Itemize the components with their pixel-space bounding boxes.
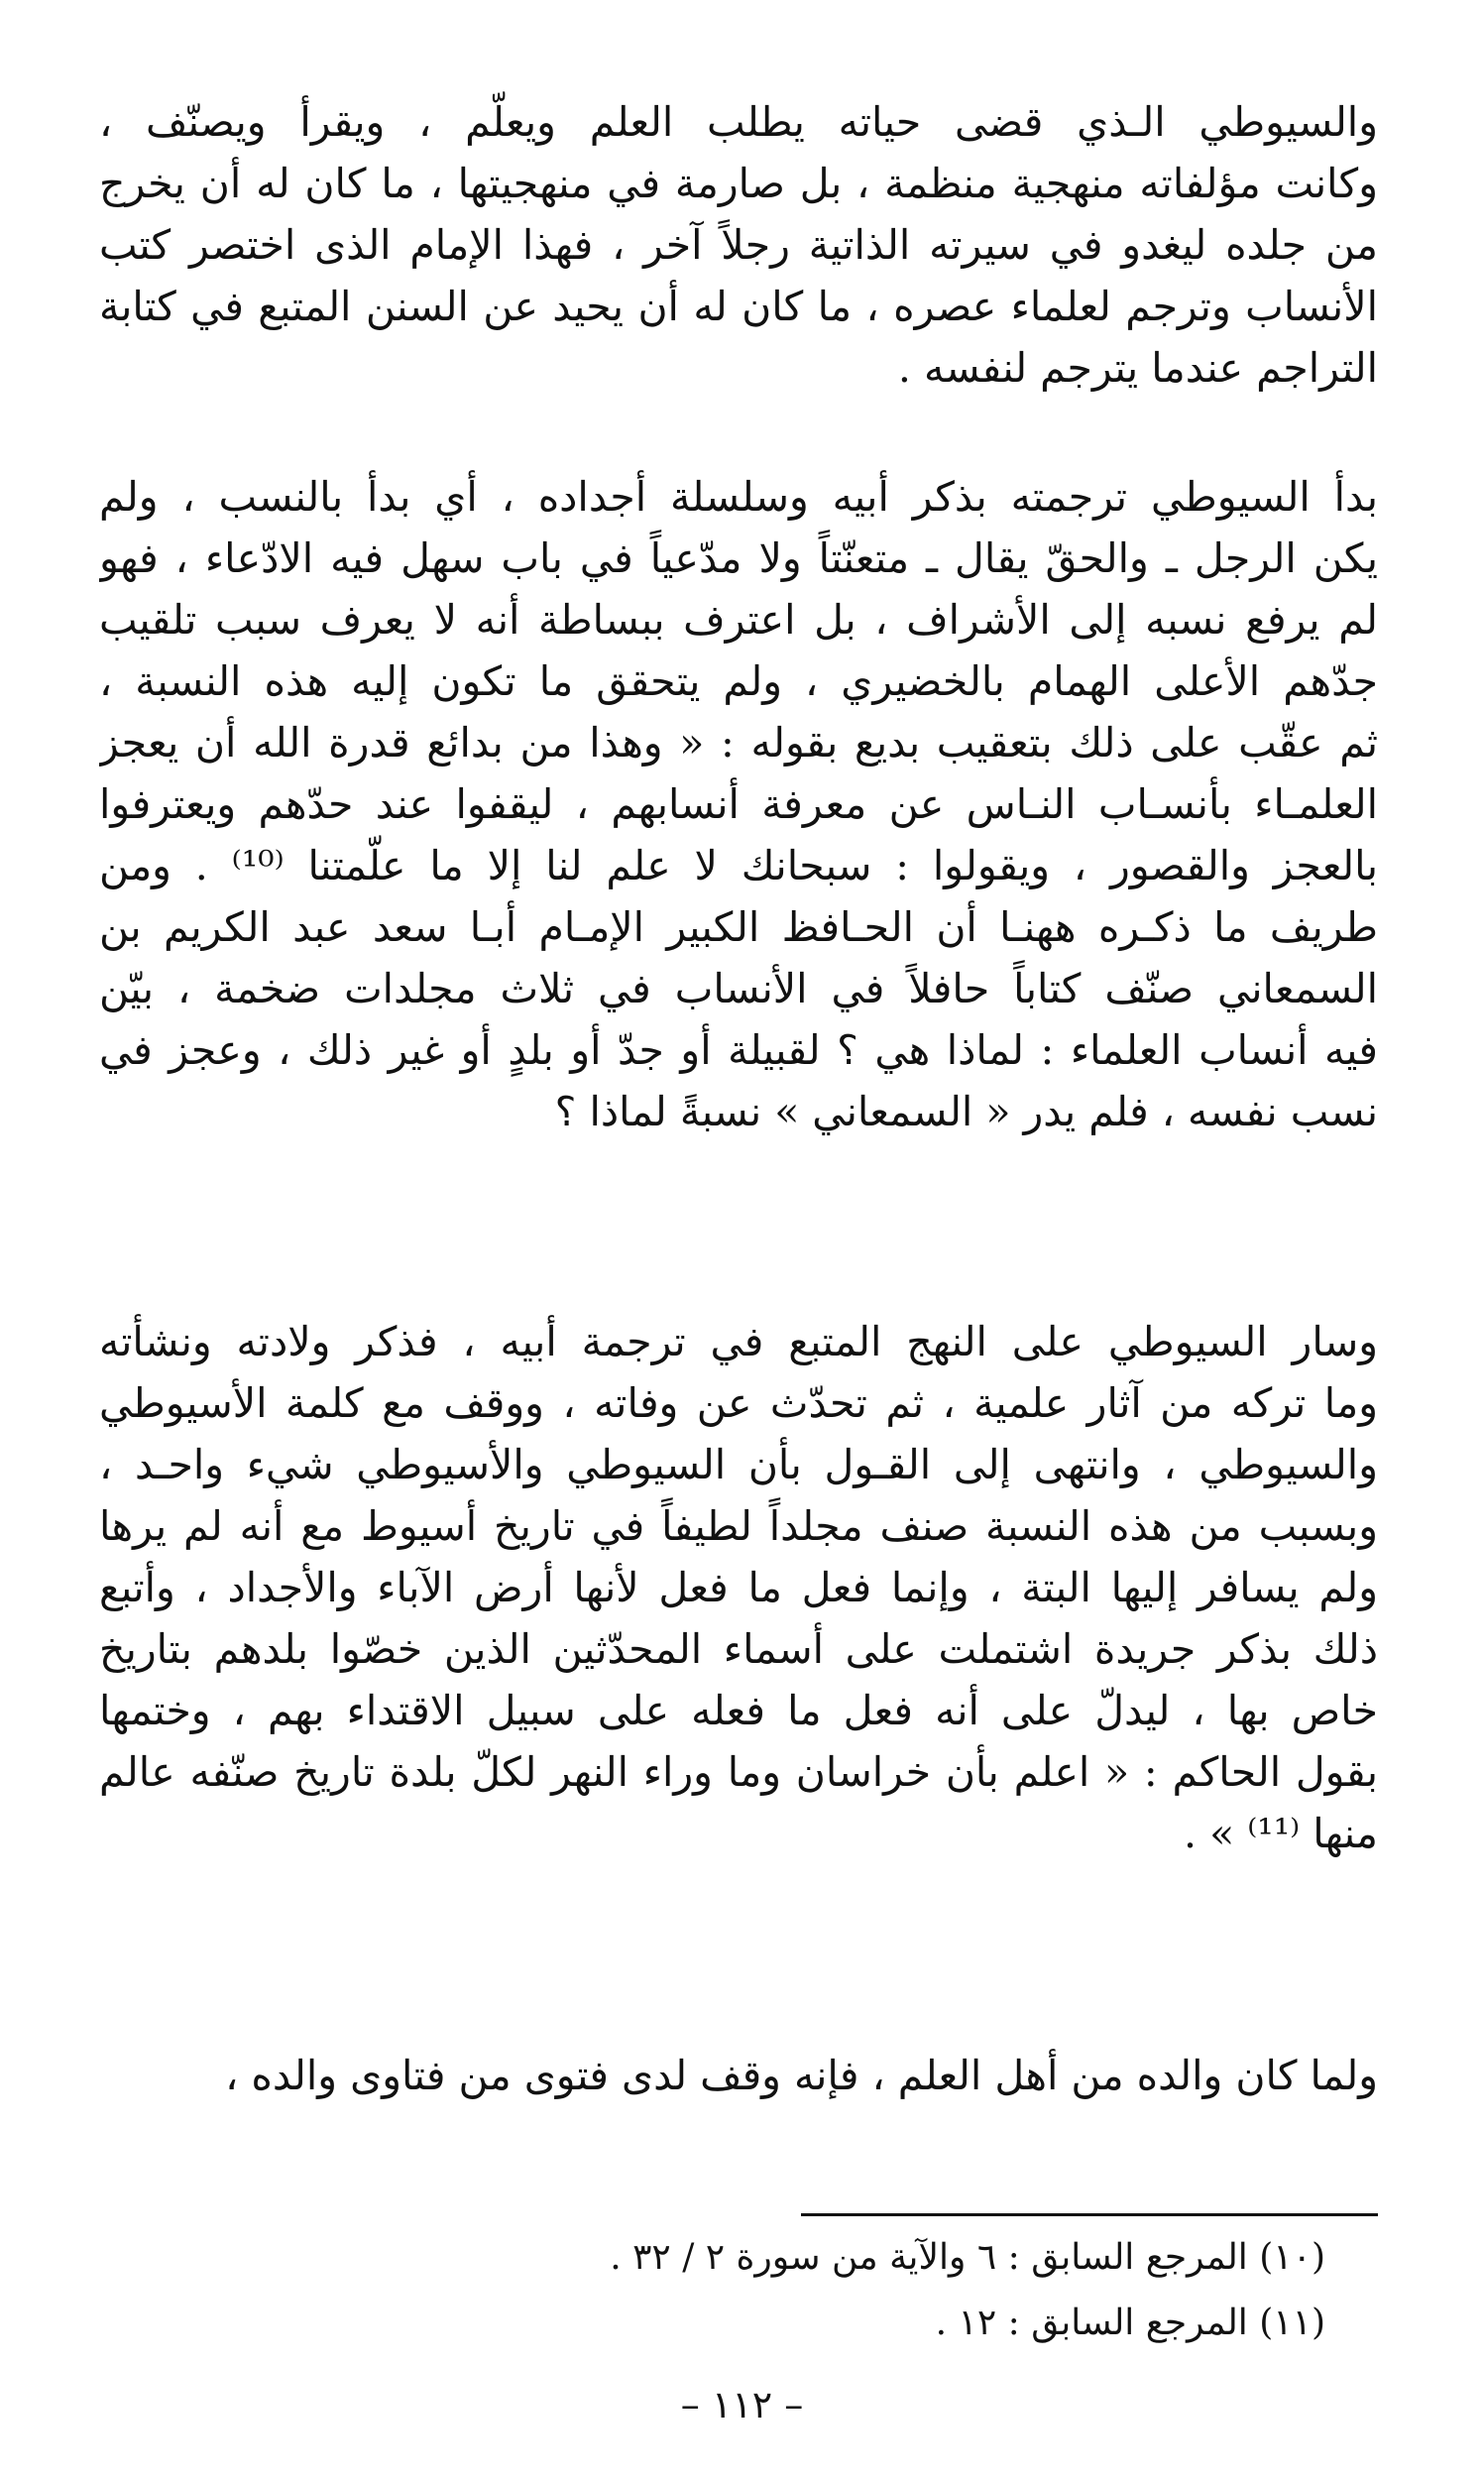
text-line: من جلده ليغدو في سيرته الذاتية رجلاً آخر ، فهذا الإمام الذى اختصر كتب xyxy=(99,221,1378,269)
text-line: ثم عقّب على ذلك بتعقيب بديع بقوله : « وهذا من بدائع قدرة الله أن يعجز xyxy=(99,719,1378,767)
text-line: بالعجز والقصور ، ويقولوا : سبحانك لا علم لنا إلا ما علّمتنا ⁽¹⁰⁾ . ومن xyxy=(99,842,1378,889)
text-line: منها ⁽¹¹⁾ » . xyxy=(1184,1810,1378,1857)
text-line: وكانت مؤلفاته منهجية منظمة ، بل صارمة في منهجيتها ، ما كان له أن يخرج xyxy=(99,160,1378,207)
text-line: العلمـاء بأنسـاب النـاس عن معرفة أنسابهم ، ليقفوا عند حدّهم ويعترفوا xyxy=(99,780,1378,828)
text-line: فيه أنساب العلماء : لماذا هي ؟ لقبيلة أو جدّ أو بلدٍ أو غير ذلك ، وعجز في xyxy=(99,1026,1378,1074)
text-line: ولما كان والده من أهل العلم ، فإنه وقف لدى فتوى من فتاوى والده ، xyxy=(225,2052,1378,2099)
text-line: التراجم عندما يترجم لنفسه . xyxy=(897,344,1378,392)
text-line: يكن الرجل ـ والحقّ يقال ـ متعنّتاً ولا مدّعياً في باب سهل فيه الادّعاء ، فهو xyxy=(99,534,1378,582)
paragraph-4 xyxy=(99,2045,1378,2106)
paragraph-1 xyxy=(99,91,1378,399)
paragraph-3 xyxy=(99,1311,1378,1864)
text-line: نسب نفسه ، فلم يدر « السمعاني » نسبةً لماذا ؟ xyxy=(554,1088,1378,1135)
text-line: والسيوطي ، وانتهى إلى القـول بأن السيوطي والأسيوطي شيء واحـد ، xyxy=(99,1441,1378,1488)
paragraph-2 xyxy=(99,466,1378,1142)
text-line: جدّهم الأعلى الهمام بالخضيري ، ولم يتحقق ما تكون إليه هذه النسبة ، xyxy=(99,657,1378,705)
footnote-10: (١٠) المرجع السابق : ٦ والآية من سورة ٢ / ٣٢ . xyxy=(610,2237,1325,2278)
text-line: خاص بها ، ليدلّ على أنه فعل ما فعله على سبيل الاقتداء بهم ، وختمها xyxy=(99,1687,1378,1734)
text-line: لم يرفع نسبه إلى الأشراف ، بل اعترف ببساطة أنه لا يعرف سبب تلقيب xyxy=(99,596,1378,644)
text-line: السمعاني صنّف كتاباً حافلاً في الأنساب في ثلاث مجلدات ضخمة ، بيّن xyxy=(99,965,1378,1012)
text-line: الأنساب وترجم لعلماء عصره ، ما كان له أن يحيد عن السنن المتبع في كتابة xyxy=(99,283,1378,330)
page-number: – ١١٢ – xyxy=(680,2383,804,2426)
text-line: ذلك بذكر جريدة اشتملت على أسماء المحدّثين الذين خصّوا بلدهم بتاريخ xyxy=(99,1625,1378,1673)
text-line: وبسبب من هذه النسبة صنف مجلداً لطيفاً في تاريخ أسيوط مع أنه لم يرها xyxy=(99,1502,1378,1550)
text-line: بدأ السيوطي ترجمته بذكر أبيه وسلسلة أجداده ، أي بدأ بالنسب ، ولم xyxy=(99,473,1378,521)
footnote-11: (١١) المرجع السابق : ١٢ . xyxy=(935,2303,1325,2343)
footnote-divider xyxy=(801,2213,1378,2216)
text-line: وسار السيوطي على النهج المتبع في ترجمة أبيه ، فذكر ولادته ونشأته xyxy=(99,1318,1378,1365)
text-line: ولم يسافر إليها البتة ، وإنما فعل ما فعل لأنها أرض الآباء والأجداد ، وأتبع xyxy=(99,1564,1378,1611)
text-line: والسيوطي الـذي قضى حياته يطلب العلم ويعلّم ، ويقرأ ويصنّف ، xyxy=(99,98,1378,146)
text-line: بقول الحاكم : « اعلم بأن خراسان وما وراء النهر لكلّ بلدة تاريخ صنّفه عالم xyxy=(99,1748,1378,1796)
text-line: وما تركه من آثار علمية ، ثم تحدّث عن وفاته ، ووقف مع كلمة الأسيوطي xyxy=(99,1379,1378,1427)
text-line: طريف ما ذكـره ههنـا أن الحـافظ الكبير الإمـام أبـا سعد عبد الكريم بن xyxy=(99,903,1378,951)
